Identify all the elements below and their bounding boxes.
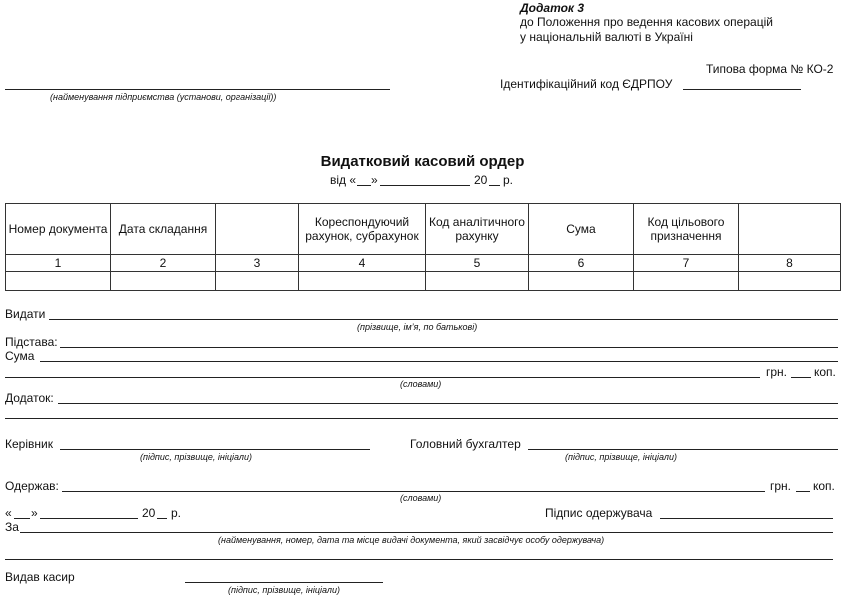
edrpou-field[interactable] bbox=[683, 89, 801, 90]
za-label: За bbox=[5, 520, 19, 534]
header-purpose-code: Код цільового призначення bbox=[634, 204, 739, 255]
receiver-signature-field[interactable] bbox=[660, 518, 833, 519]
date-year-prefix: 20 bbox=[474, 173, 488, 187]
appendix-title: Додаток 3 bbox=[520, 1, 585, 15]
issue-name-field[interactable] bbox=[49, 319, 838, 320]
accountant-caption: (підпис, прізвище, ініціали) bbox=[565, 452, 677, 462]
date2-mid: » bbox=[31, 506, 38, 520]
date2-month-field[interactable] bbox=[40, 518, 138, 519]
col-number-7: 7 bbox=[634, 255, 739, 272]
col-number-8: 8 bbox=[739, 255, 841, 272]
organization-caption: (найменування підприємства (установи, організації)) bbox=[50, 92, 277, 102]
accountant-label: Головний бухгалтер bbox=[410, 437, 521, 451]
attachment-field-2[interactable] bbox=[5, 418, 838, 419]
header-corr-account: Кореспондуючий рахунок, субрахунок bbox=[299, 204, 426, 255]
received-kop-label: коп. bbox=[813, 479, 835, 493]
date-suffix: р. bbox=[503, 173, 514, 187]
header-date: Дата складання bbox=[111, 204, 216, 255]
issue-label: Видати bbox=[5, 307, 46, 321]
cashier-signature-field[interactable] bbox=[185, 582, 383, 583]
table-header-row bbox=[6, 204, 841, 255]
sum-kop-field[interactable] bbox=[791, 377, 811, 378]
sum-kop-label: коп. bbox=[814, 365, 836, 379]
sum-words-field-2[interactable] bbox=[5, 377, 760, 378]
col-number-3: 3 bbox=[216, 255, 299, 272]
date2-suffix: р. bbox=[171, 506, 182, 520]
cashier-label: Видав касир bbox=[5, 570, 75, 584]
col-number-1: 1 bbox=[6, 255, 111, 272]
sum-uah-label: грн. bbox=[766, 365, 788, 379]
header-blank-8 bbox=[739, 204, 841, 255]
appendix-line-1: до Положення про ведення касових операцій bbox=[520, 15, 773, 29]
date2-day-field[interactable] bbox=[14, 518, 30, 519]
date2-prefix: « bbox=[5, 506, 12, 520]
cell-purpose-code[interactable] bbox=[634, 272, 739, 291]
header-doc-number: Номер документа bbox=[6, 204, 111, 255]
form-type: Типова форма № КО-2 bbox=[706, 62, 834, 76]
cashier-caption: (підпис, прізвище, ініціали) bbox=[228, 585, 340, 595]
header-analytic-code: Код аналітичного рахунку bbox=[426, 204, 529, 255]
cell-blank-8[interactable] bbox=[739, 272, 841, 291]
date2-year-prefix: 20 bbox=[142, 506, 156, 520]
cell-doc-number[interactable] bbox=[6, 272, 111, 291]
organization-name-field[interactable] bbox=[5, 89, 390, 90]
received-kop-field[interactable] bbox=[796, 491, 810, 492]
head-signature-field[interactable] bbox=[60, 449, 370, 450]
head-caption: (підпис, прізвище, ініціали) bbox=[140, 452, 252, 462]
date-prefix: від « bbox=[330, 173, 357, 187]
order-table bbox=[5, 203, 841, 291]
attachment-field-1[interactable] bbox=[58, 403, 838, 404]
head-label: Керівник bbox=[5, 437, 53, 451]
date-year-field[interactable] bbox=[489, 185, 500, 186]
id-document-caption: (найменування, номер, дата та місце видачі документа, який засвідчує особу одержувача) bbox=[218, 535, 605, 545]
col-number-4: 4 bbox=[299, 255, 426, 272]
received-label: Одержав: bbox=[5, 479, 59, 493]
header-blank-3 bbox=[216, 204, 299, 255]
received-words-field[interactable] bbox=[62, 491, 765, 492]
cell-analytic-code[interactable] bbox=[426, 272, 529, 291]
name-caption: (прізвище, ім’я, по батькові) bbox=[357, 322, 478, 332]
date2-year-field[interactable] bbox=[157, 518, 167, 519]
col-number-5: 5 bbox=[426, 255, 529, 272]
date-month-field[interactable] bbox=[380, 185, 470, 186]
basis-field[interactable] bbox=[60, 347, 838, 348]
sum-words-field-1[interactable] bbox=[40, 361, 838, 362]
sum-label: Сума bbox=[5, 349, 35, 363]
header-sum: Сума bbox=[529, 204, 634, 255]
received-uah-label: грн. bbox=[770, 479, 792, 493]
cell-date[interactable] bbox=[111, 272, 216, 291]
basis-label: Підстава: bbox=[5, 335, 58, 349]
document-title: Видатковий касовий ордер bbox=[320, 153, 525, 170]
id-document-field-2[interactable] bbox=[5, 559, 833, 560]
col-number-2: 2 bbox=[111, 255, 216, 272]
appendix-line-2: у національній валюті в Україні bbox=[520, 30, 693, 44]
date-day-field[interactable] bbox=[357, 185, 371, 186]
edrpou-label: Ідентифікаційний код ЄДРПОУ bbox=[500, 77, 673, 91]
table-number-row bbox=[6, 255, 841, 272]
table-row bbox=[6, 272, 841, 291]
cell-corr-account[interactable] bbox=[299, 272, 426, 291]
attachment-label: Додаток: bbox=[5, 391, 54, 405]
accountant-signature-field[interactable] bbox=[528, 449, 838, 450]
receiver-signature-label: Підпис одержувача bbox=[545, 506, 653, 520]
cell-blank-3[interactable] bbox=[216, 272, 299, 291]
received-words-caption: (словами) bbox=[400, 493, 442, 503]
date-mid: » bbox=[371, 173, 378, 187]
col-number-6: 6 bbox=[529, 255, 634, 272]
id-document-field-1[interactable] bbox=[20, 532, 833, 533]
cell-sum[interactable] bbox=[529, 272, 634, 291]
sum-words-caption: (словами) bbox=[400, 379, 442, 389]
